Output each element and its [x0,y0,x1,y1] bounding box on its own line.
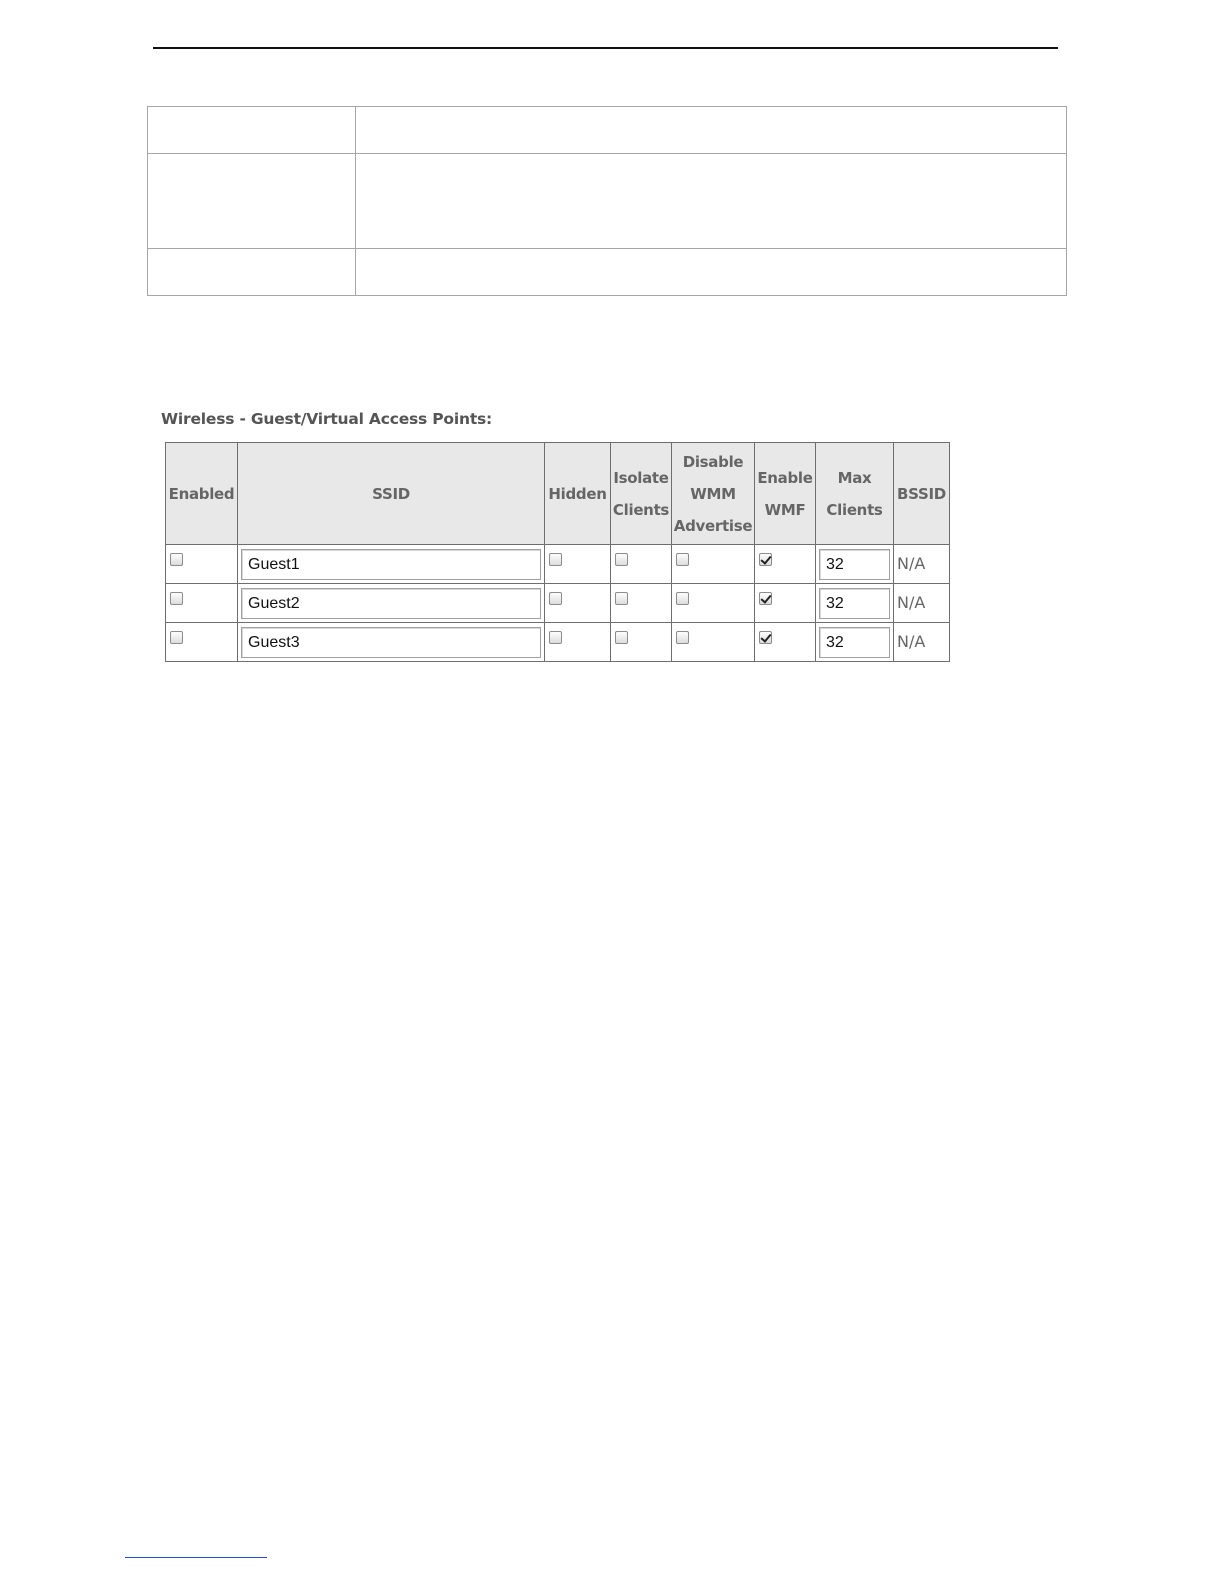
disable-wmm-advertise-checkbox[interactable] [676,631,689,644]
document-table-cell [148,107,356,154]
column-header-ssid [238,443,545,545]
table-row [166,545,950,584]
table-body [166,545,950,662]
column-header-max [816,443,894,545]
column-header-wmm [672,443,755,545]
hidden-checkbox[interactable] [549,631,562,644]
enable-wmf-checkbox[interactable] [759,592,772,605]
enable-wmf-checkbox[interactable] [759,553,772,566]
disable-wmm-advertise-cell [672,545,755,584]
max-clients-input[interactable]: 32 [819,627,890,658]
enabled-checkbox[interactable] [170,592,183,605]
disable-wmm-advertise-checkbox[interactable] [676,592,689,605]
document-table-cell [148,249,356,296]
table-row [166,584,950,623]
hidden-cell [545,584,611,623]
isolate-clients-cell [611,545,672,584]
column-header-label: Isolate [613,468,669,487]
column-header-label: Hidden [548,484,607,503]
column-header-hidden [545,443,611,545]
column-header-label: WMM [690,484,736,503]
ssid-input[interactable]: Guest1 [241,549,541,580]
enabled-cell [166,545,238,584]
ssid-cell [238,584,545,623]
section-title: Wireless - Guest/Virtual Access Points: [161,410,493,428]
ssid-input[interactable]: Guest3 [241,627,541,658]
column-header-label: BSSID [897,484,946,503]
column-header-label: SSID [372,484,410,503]
enabled-checkbox[interactable] [170,553,183,566]
ssid-input[interactable]: Guest2 [241,588,541,619]
table-row [166,623,950,662]
max-clients-input[interactable]: 32 [819,549,890,580]
bssid-cell [894,584,950,623]
bssid-value: N/A [897,593,926,612]
guest-access-points-table [165,442,950,662]
disable-wmm-advertise-cell [672,584,755,623]
isolate-clients-cell [611,584,672,623]
enabled-cell [166,623,238,662]
enable-wmf-cell [755,545,816,584]
document-table-cell [148,154,356,249]
column-header-label: Disable [682,452,744,471]
disable-wmm-advertise-cell [672,623,755,662]
enabled-checkbox[interactable] [170,631,183,644]
max-clients-cell [816,584,894,623]
hidden-checkbox[interactable] [549,553,562,566]
column-header-enabled [166,443,238,545]
document-table-row [148,107,1067,154]
column-header-bssid [894,443,950,545]
column-header-label: Clients [612,500,670,519]
document-table-cell [356,154,1067,249]
enable-wmf-checkbox[interactable] [759,631,772,644]
column-header-label: Clients [826,500,883,519]
bssid-cell [894,545,950,584]
column-header-label: Advertise [673,516,753,535]
enable-wmf-cell [755,623,816,662]
table-header-row [166,443,950,545]
hidden-cell [545,545,611,584]
enabled-cell [166,584,238,623]
bssid-value: N/A [897,632,926,651]
isolate-clients-checkbox[interactable] [615,631,628,644]
column-header-label: WMF [764,500,806,519]
max-clients-input[interactable]: 32 [819,588,890,619]
max-clients-cell [816,623,894,662]
ssid-cell [238,545,545,584]
hidden-cell [545,623,611,662]
isolate-clients-checkbox[interactable] [615,553,628,566]
ssid-cell [238,623,545,662]
column-header-label: Enabled [168,484,235,503]
isolate-clients-checkbox[interactable] [615,592,628,605]
document-table-cell [356,107,1067,154]
bssid-cell [894,623,950,662]
document-table-cell [356,249,1067,296]
isolate-clients-cell [611,623,672,662]
bssid-value: N/A [897,554,926,573]
max-clients-cell [816,545,894,584]
document-table [147,106,1067,296]
footer-link-underline [125,1557,267,1558]
disable-wmm-advertise-checkbox[interactable] [676,553,689,566]
enable-wmf-cell [755,584,816,623]
column-header-isolate [611,443,672,545]
column-header-wmf [755,443,816,545]
column-header-label: Enable [757,468,813,487]
page-header-rule [153,47,1058,49]
hidden-checkbox[interactable] [549,592,562,605]
document-table-row [148,154,1067,249]
document-table-row [148,249,1067,296]
column-header-label: Max [837,468,872,487]
